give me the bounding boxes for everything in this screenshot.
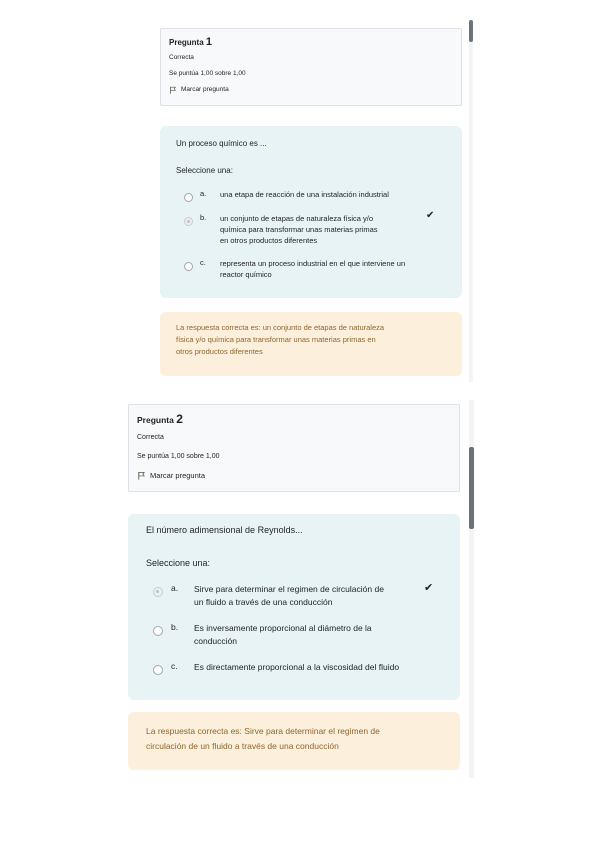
question-status: Correcta [169, 54, 194, 61]
radio-c[interactable] [153, 665, 163, 675]
question-info [160, 28, 462, 106]
option-letter: b. [171, 622, 179, 632]
option-text: una etapa de reacción de una instalación industrial [220, 190, 389, 199]
option-letter: c. [171, 661, 178, 671]
answer-prompt: Seleccione una: [176, 166, 233, 175]
radio-b[interactable] [153, 626, 163, 636]
option-letter: c. [200, 258, 206, 267]
question-status: Correcta [137, 434, 164, 441]
question-formulation [128, 514, 460, 700]
scrollbar-thumb[interactable] [469, 20, 473, 42]
flag-question-link[interactable]: Marcar pregunta [169, 82, 453, 98]
option-text: Es inversamente proporcional al diámetro de la conducción [194, 623, 372, 646]
option-text: representa un proceso industrial en el que interviene un reactor químico [220, 259, 406, 279]
question-number: 1 [205, 36, 213, 48]
option-text: Es directamente proporcional a la viscosidad del fluido [194, 662, 400, 672]
radio-a[interactable] [153, 587, 163, 597]
flag-icon [169, 86, 177, 94]
correct-answer-feedback: La respuesta correcta es: Sirve para determinar el regimen de circulación de un fluido a través de una conducción [128, 712, 460, 770]
question-text: Un proceso químico es ... [176, 139, 267, 148]
question-heading: Pregunta 2 [137, 412, 183, 426]
radio-b[interactable] [184, 217, 193, 226]
radio-a[interactable] [184, 193, 193, 202]
radio-c[interactable] [184, 262, 193, 271]
answer-prompt: Seleccione una: [146, 558, 211, 568]
question-info [128, 404, 460, 492]
question-score: Se puntúa 1,00 sobre 1,00 [137, 453, 220, 460]
question-score: Se puntúa 1,00 sobre 1,00 [169, 70, 246, 77]
question-formulation [160, 126, 462, 298]
correct-answer-feedback: La respuesta correcta es: un conjunto de etapas de naturaleza física y/o química para transformar unas materias primas en otros productos diferentes [160, 312, 462, 376]
flag-question-link[interactable]: Marcar pregunta [137, 466, 451, 485]
question-heading: Pregunta 1 [169, 36, 213, 48]
option-letter: a. [171, 583, 179, 593]
check-icon: ✔ [424, 582, 434, 594]
option-letter: b. [200, 213, 207, 222]
option-text: Sirve para determinar el regimen de circulación de un fluido a través de una conducción [194, 584, 384, 607]
option-text: un conjunto de etapas de naturaleza física y/o química para transformar unas materias primas en otros productos diferentes [220, 214, 378, 245]
flag-icon [137, 471, 146, 480]
scrollbar-track[interactable] [469, 20, 473, 382]
check-icon: ✔ [426, 210, 435, 221]
option-letter: a. [200, 189, 207, 198]
question-number: 2 [176, 412, 183, 426]
question-text: El número adimensional de Reynolds... [146, 525, 303, 535]
scrollbar-thumb[interactable] [469, 447, 474, 529]
